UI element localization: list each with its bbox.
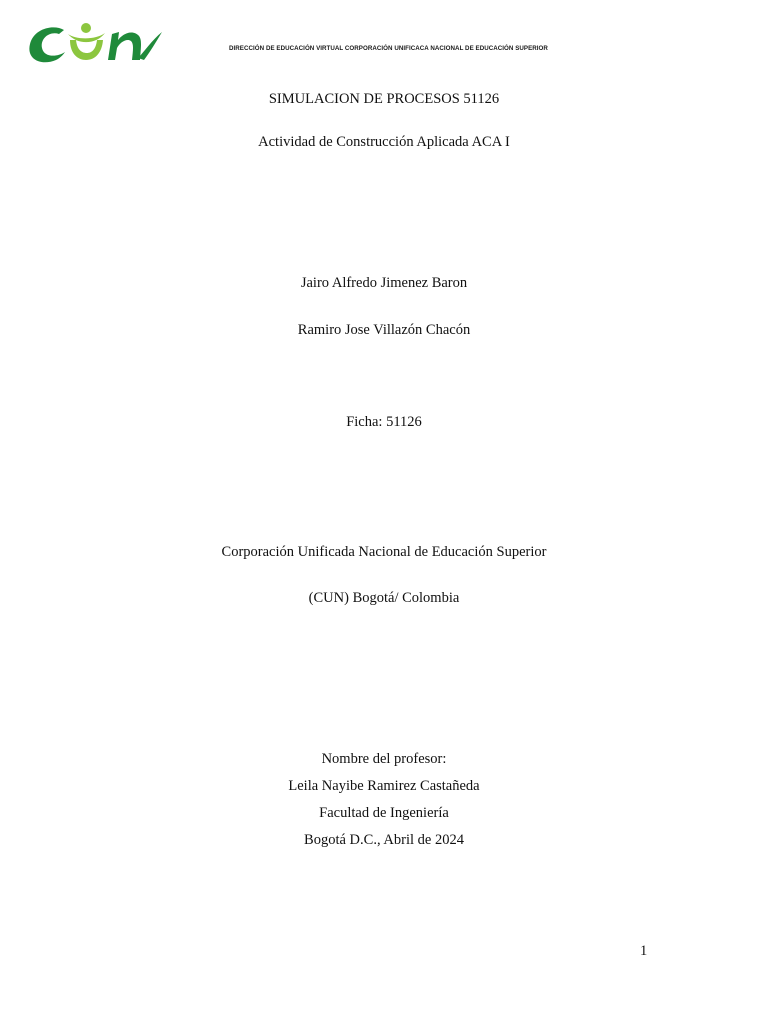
author-2: Ramiro Jose Villazón Chacón xyxy=(297,322,471,338)
professor-name: Leila Nayibe Ramirez Castañeda xyxy=(288,778,480,794)
cun-logo xyxy=(26,18,166,68)
institution-name: Corporación Unificada Nacional de Educación Superior xyxy=(221,544,547,560)
faculty-name: Facultad de Ingeniería xyxy=(319,805,449,821)
activity-title: Actividad de Construcción Aplicada ACA I xyxy=(258,134,510,150)
header-institution-line: DIRECCIÓN DE EDUCACIÓN VIRTUAL CORPORACIÓN UNIFICACA NACIONAL DE EDUCACIÓN SUPERIOR xyxy=(229,45,548,52)
course-title: SIMULACION DE PROCESOS 51126 xyxy=(268,91,500,107)
author-1: Jairo Alfredo Jimenez Baron xyxy=(300,275,468,291)
page-number: 1 xyxy=(640,943,648,959)
document-date: Bogotá D.C., Abril de 2024 xyxy=(304,832,464,848)
institution-location: (CUN) Bogotá/ Colombia xyxy=(308,590,460,606)
professor-label: Nombre del profesor: xyxy=(321,751,447,767)
ficha-number: Ficha: 51126 xyxy=(346,414,422,430)
